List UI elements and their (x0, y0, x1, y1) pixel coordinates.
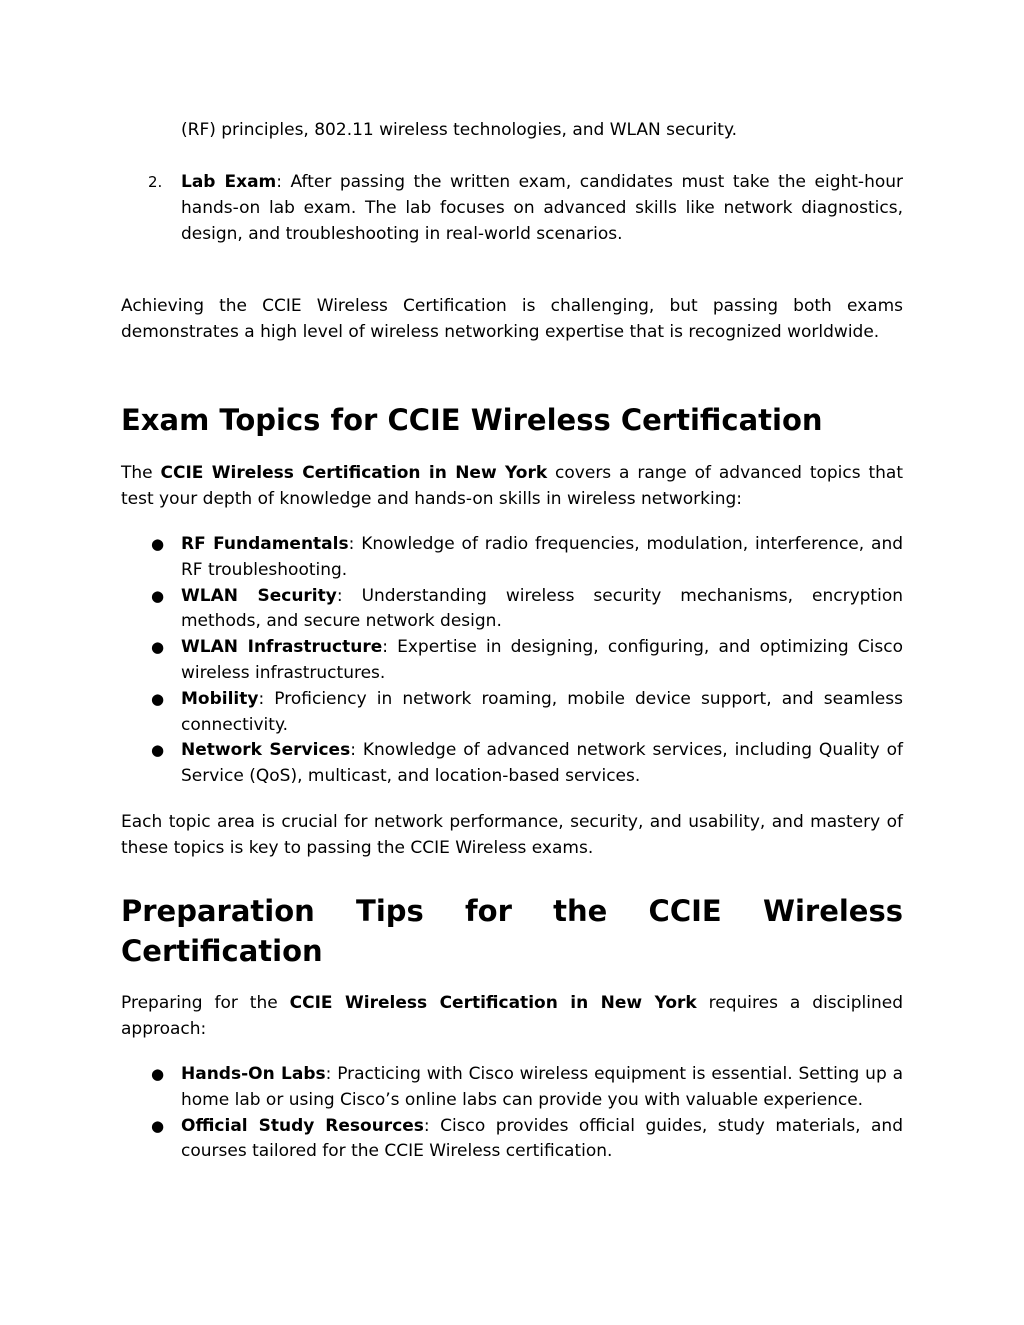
topic-term: WLAN Infrastructure (181, 637, 383, 658)
conclusion-paragraph: Achieving the CCIE Wireless Certification is challenging, but passing both exams demonstrates a high level of wireless networking expertise that is recognized worldwide. (121, 296, 903, 342)
bullet-icon: ● (151, 741, 165, 760)
intro-bold-text: CCIE Wireless Certification in New York (160, 463, 548, 483)
section-heading-preparation-tips (121, 891, 903, 971)
list-item (121, 584, 903, 636)
topic-text: : Proficiency in network roaming, mobile device support, and seamless connectivity. (181, 688, 903, 735)
exam-topics-list (121, 532, 903, 790)
list-item-text: : After passing the written exam, candidates must take the eight-hour hands-on lab exam. The lab focuses on advanced skills like network diagnostics, design, and troubleshooting in real-world scenarios. (181, 172, 904, 244)
list-number: 2. (148, 173, 163, 191)
topic-text: : Knowledge of radio frequencies, modulation, interference, and RF troubleshooting. (181, 534, 904, 580)
exam-topics-intro (121, 461, 903, 513)
bullet-icon: ● (151, 638, 165, 657)
heading-line-2: Certification (121, 934, 323, 968)
list-item (121, 687, 903, 739)
topic-term: Network Services (181, 740, 351, 761)
intro-text-post: covers a range of advanced topics that test your depth of knowledge and hands-on skills in wireless networking: (121, 463, 904, 509)
list-item (121, 1062, 903, 1114)
intro-text-pre: Preparing for the (121, 993, 290, 1013)
preparation-tips-list (121, 1062, 903, 1165)
tip-term: Official Study Resources (181, 1115, 424, 1136)
list-item (121, 1114, 903, 1166)
bullet-icon: ● (151, 1116, 165, 1135)
bullet-icon: ● (151, 689, 165, 708)
heading-line-1: Preparation Tips for the CCIE Wireless (121, 894, 903, 928)
topic-text: : Understanding wireless security mechanisms, encryption methods, and secure network design. (181, 585, 903, 632)
bullet-icon: ● (151, 586, 165, 605)
bullet-icon: ● (151, 535, 165, 553)
topic-text: : Expertise in designing, configuring, and optimizing Cisco wireless infrastructures. (181, 637, 903, 683)
list-item (121, 738, 903, 790)
list-item (121, 635, 903, 687)
tip-text: : Cisco provides official guides, study materials, and courses tailored for the CCIE Wireless certification. (181, 1115, 903, 1162)
continuation-text: (RF) principles, 802.11 wireless technologies, and WLAN security. (181, 120, 737, 140)
topic-term: WLAN Security (181, 585, 337, 606)
intro-text-pre: The (121, 463, 161, 483)
intro-bold-text: CCIE Wireless Certification in New York (289, 993, 697, 1013)
list-item-term: Lab Exam (181, 172, 277, 192)
tip-term: Hands-On Labs (181, 1064, 326, 1084)
topic-term: Mobility (181, 688, 259, 709)
list-item (121, 532, 903, 584)
preparation-intro (121, 991, 903, 1043)
exam-topics-outro: Each topic area is crucial for network performance, security, and usability, and mastery of these topics is key to passing the CCIE Wireless exams. (121, 812, 903, 858)
bullet-icon: ● (151, 1065, 165, 1083)
topic-term: RF Fundamentals (181, 534, 349, 554)
intro-text-post: requires a disciplined approach: (121, 993, 903, 1039)
list-item-body (181, 170, 903, 247)
topic-text: : Knowledge of advanced network services, including Quality of Service (QoS), multicast, and location-based services. (181, 740, 903, 787)
tip-text: : Practicing with Cisco wireless equipment is essential. Setting up a home lab or using Cisco’s online labs can provide you with valuable experience. (181, 1064, 903, 1110)
section-heading-exam-topics: Exam Topics for CCIE Wireless Certification (121, 403, 823, 437)
